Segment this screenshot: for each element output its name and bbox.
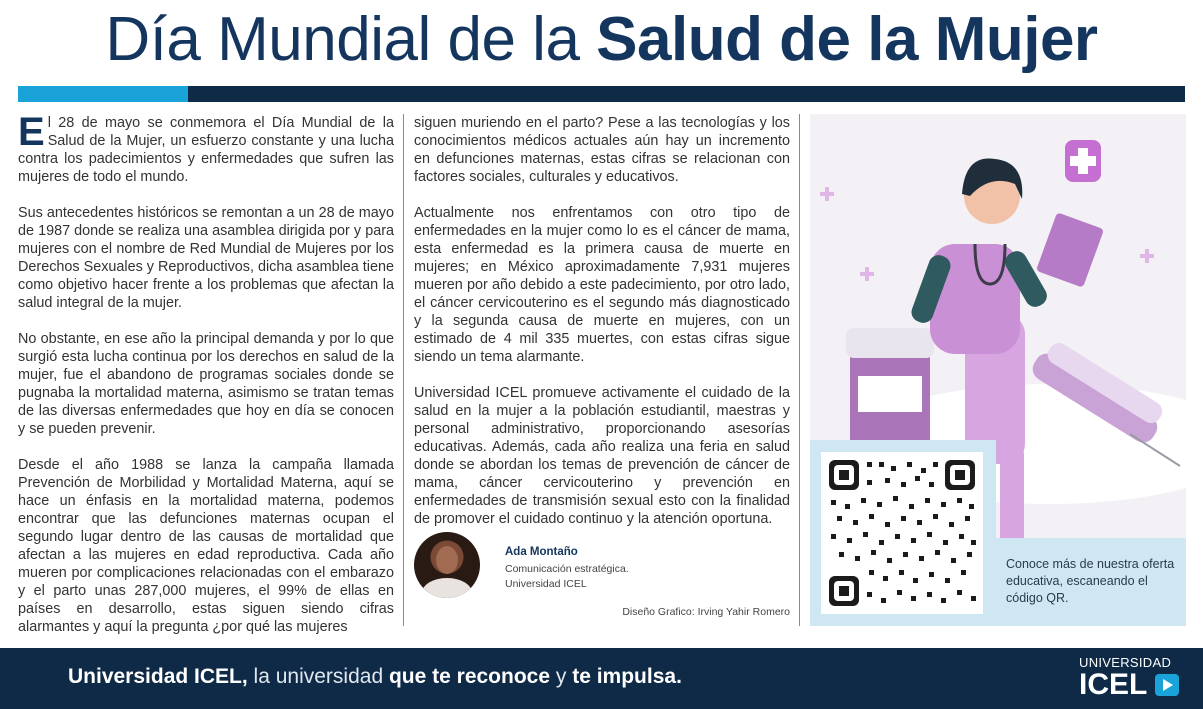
column-divider: [403, 114, 404, 626]
title-light: Día Mundial de la: [105, 5, 597, 74]
article-column-2: [414, 114, 790, 546]
author-role-line: Comunicación estratégica.: [505, 563, 629, 575]
paragraph: Universidad ICEL promueve activamente el cuidado de la salud en la mujer a la población estudiantil, maestras y personal administrativo, proporcionando asesorías educativas. Además, cada año realiza una feria en salud donde se abordan los temas de prevención de cáncer de mama, cáncer cervicouterino y prevención en enfermedades de transmisión sexual esto con la finalidad de promover el cuidado continuo y la atención oportuna.: [414, 385, 790, 527]
author-role: [505, 562, 629, 592]
paragraph: siguen muriendo en el parto? Pese a las tecnologías y los conocimientos médicos actuales aún hay un incremento en defunciones maternas, estas cifras se relacionan con factores sociales, culturales y educativos.: [414, 115, 790, 185]
design-credit: Diseño Grafico: Irving Yahir Romero: [622, 606, 790, 618]
paragraph: Sus antecedentes históricos se remontan a un 28 de mayo de 1987 donde se realiza una asamblea dirigida por y para mujeres con el nombre de Red Mundial de Mujeres por los Derechos Sexuales y Reproductivos, dicha asamblea tiene como objetivo hacer frente a los problemas que afectan la salud integral de la mujer.: [18, 205, 394, 311]
title-bold: Salud de la Mujer: [596, 5, 1098, 74]
logo-wordmark-top: UNIVERSIDAD: [1079, 655, 1172, 670]
paragraph: [18, 110, 394, 186]
author-name: Ada Montaño: [505, 546, 578, 558]
qr-code-svg: [821, 452, 983, 614]
pill-bottle: [846, 328, 934, 449]
logo-wordmark: ICEL: [1079, 668, 1148, 701]
author-photo: [414, 532, 480, 598]
qr-caption: Conoce más de nuestra oferta educativa, escaneando el código QR.: [1006, 557, 1175, 605]
slogan-part: que te reconoce: [388, 665, 551, 688]
medical-cross-badge: [1065, 140, 1101, 182]
author-shirt: [422, 578, 472, 598]
article-column-1: [18, 110, 394, 654]
paragraph: Actualmente nos enfrentamos con otro tipo de enfermedades en la mujer como lo es el cáncer de mama, esta enfermedad es la primera causa de muerte en mujeres; en México aproximadamente 7,931 mujeres mueren por año debido a este padecimiento, por otro lado, el cáncer cervicouterino es el segundo más diagnosticado y la segunda causa de muerte en mujeres, con un estimado de 4 mil 335 muertes, con estas cifras sigue siendo un tema alarmante.: [414, 205, 790, 365]
slogan-part: Universidad ICEL,: [68, 665, 248, 688]
page-title: [0, 0, 1203, 82]
author-organization: Universidad ICEL: [505, 578, 587, 590]
play-logo-icon: [1155, 674, 1179, 696]
paragraph: Desde el año 1988 se lanza la campaña llamada Prevención de Morbilidad y Mortalidad Materna, aquí se hace un énfasis en la mortalidad materna, podemos encontrar que las defunciones maternas ocupan el segundo lugar dentro de las causas de mortalidad que afectan a las mujeres en edad reproductiva. Cada año mueren por complicaciones relacionadas con el embarazo y el parto unas 287,000 mujeres, el 99% de ellas en países en desarrollo, estas siguen siendo cifras alarmantes y aquí la pregunta ¿por qué las mujeres: [18, 457, 394, 635]
paragraph-text: l 28 de mayo se conmemora el Día Mundial de la Salud de la Mujer, un esfuerzo constante y una lucha contra los padecimientos y enfermedades que sufren las mujeres de todo el mundo.: [18, 115, 394, 185]
column-divider: [799, 114, 800, 626]
qr-code[interactable]: [821, 452, 983, 614]
author-face: [436, 546, 458, 574]
slogan-part: te impulsa.: [572, 665, 682, 688]
title-accent-bar: [18, 86, 188, 102]
drop-cap: E: [18, 110, 45, 154]
slogan-part: y: [550, 665, 573, 688]
footer-slogan: [68, 663, 682, 691]
title-divider-bar: [188, 86, 1185, 102]
slogan-part: la universidad: [247, 665, 389, 688]
paragraph: No obstante, en ese año la principal demanda y por lo que surgió esta lucha continua por los derechos en salud de la mujer, fue el abandono de programas sociales donde se pugnaba la mortalidad materna, asimismo se tratan temas de las diversas enfermedades que hoy en día se conocen y se pueden prevenir.: [18, 331, 394, 437]
